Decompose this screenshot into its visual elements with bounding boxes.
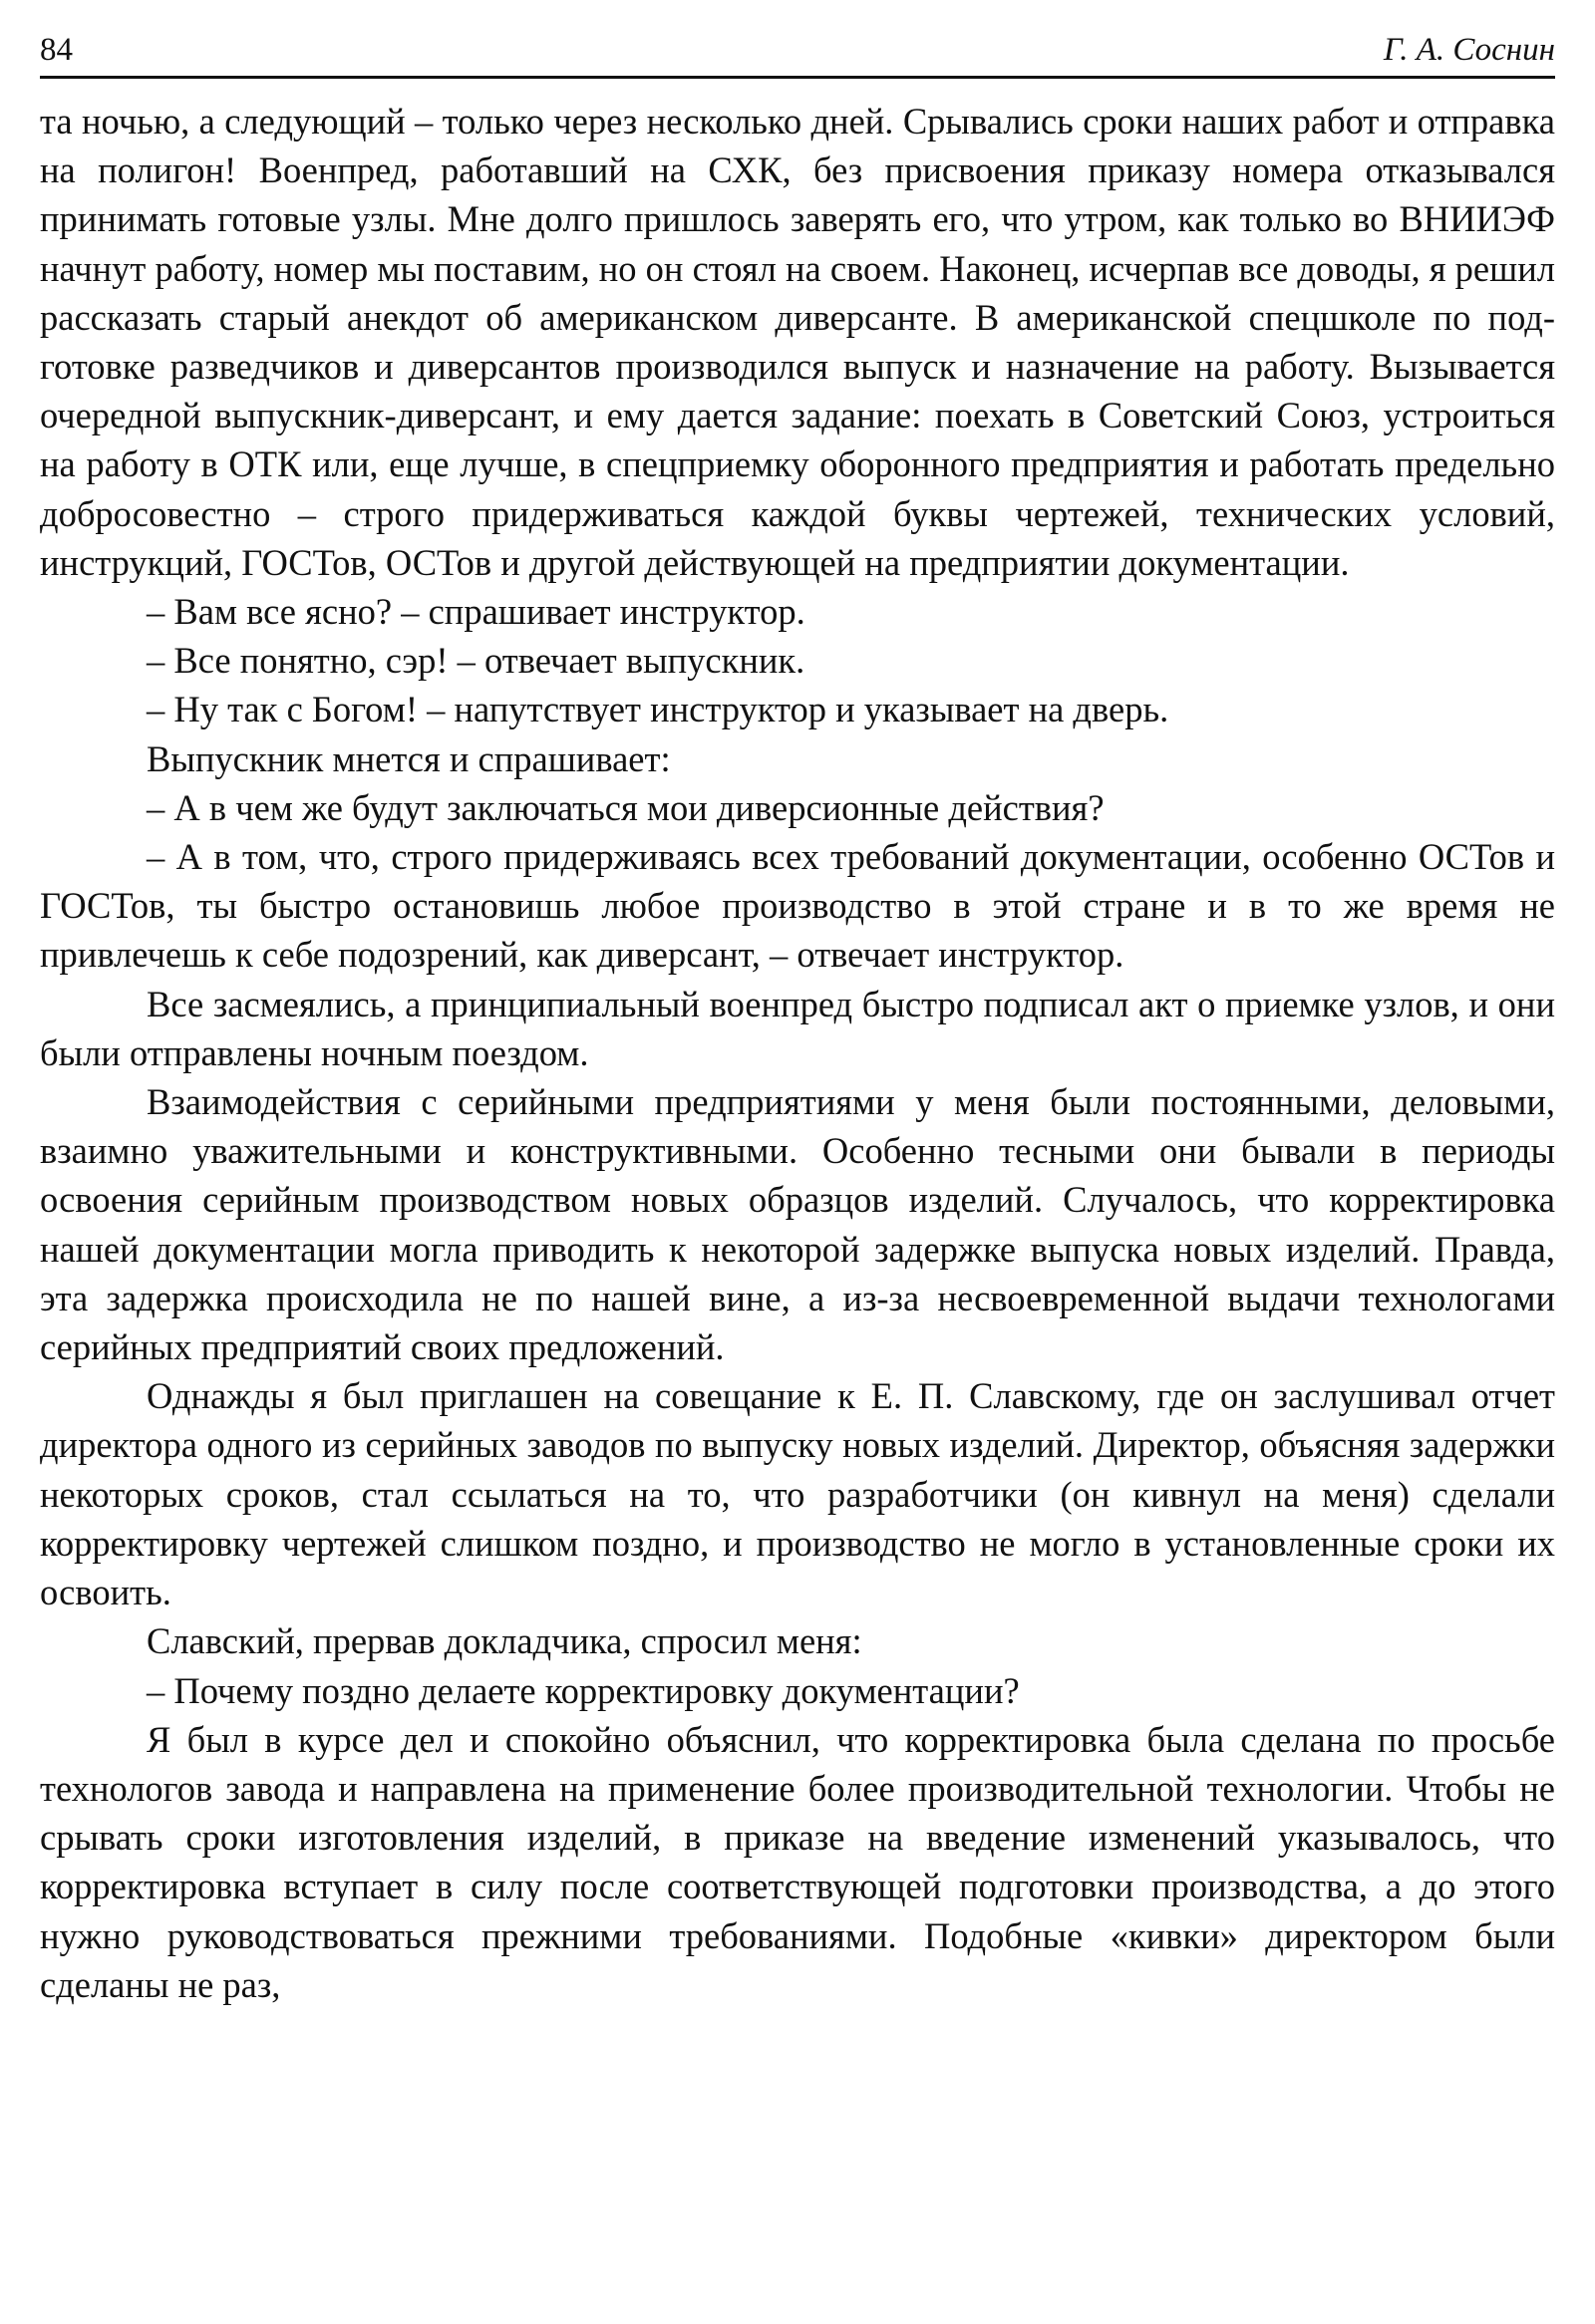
dialogue-line: – А в чем же будут заключаться мои диверсионные действия? (147, 786, 1105, 828)
paragraph: Выпускник мнется и спрашивает: (147, 737, 671, 779)
paragraph: та ночью, а следующий – только через несколько дней. Срывались сроки наших работ и отправка на полигон! Военпред, работавший на СХК, без присвоения приказу номера отказывался принимать готовые узлы. Мне долго пришлось заверять его, что утром, как только во ВНИИЭФ начнут работу, номер мы поставим, но он стоял на своем. Наконец, исчерпав все доводы, я решил рассказать старый анекдот об американском диверсанте. В американской спецшколе по подготовке разведчиков и диверсантов производился выпуск и назначение на работу. Вызывается очередной выпускник-диверсант, и ему дается задание: поехать в Советский Союз, устроиться на работу в ОТК или, еще лучше, в спецприемку оборонного предприятия и работать предельно добросовестно – строго придерживаться каждой буквы чертежей, технических условий, инструкций, ГОСТов, ОСТов и другой действующей на предприятии документации. (40, 101, 1555, 583)
paragraph: Все засмеялись, а принципиальный военпред быстро подписал акт о приемке узлов, и они были отправлены ночным поездом. (40, 983, 1555, 1073)
page-number: 84 (40, 32, 73, 68)
dialogue-line: – Все понятно, сэр! – отвечает выпускник. (147, 640, 805, 682)
dialogue-line: – Ну так с Богом! – напутствует инструктор и указывает на дверь. (147, 689, 1169, 730)
running-header (40, 26, 1555, 79)
paragraph: Славский, прервав докладчика, спросил меня: (147, 1620, 862, 1662)
book-page (40, 26, 1555, 2308)
dialogue-line: – А в том, что, строго придерживаясь всех требований документации, особенно ОСТов и ГОСТов, ты быстро остановишь любое производство в этой стране и в то же время не привлечешь к себе подозрений, как диверсант, – отвечает инструктор. (40, 836, 1555, 976)
dialogue-line: – Почему поздно делаете корректировку документации? (147, 1669, 1020, 1711)
paragraph: Я был в курсе дел и спокойно объяснил, что корректировка была сделана по просьбе технологов завода и направлена на применение более производительной технологии. Чтобы не срывать сроки изготовления изделий, в приказе на введение изменений указывалось, что корректировка вступает в силу после соответствующей подготовки производства, а до этого нужно руководствоваться прежними требованиями. Подобные «кивки» директором были сделаны не раз, (40, 1718, 1555, 2005)
running-head-author: Г. А. Соснин (1383, 32, 1555, 68)
paragraph: Однажды я был приглашен на совещание к Е. П. Славскому, где он заслушивал отчет директора одного из серийных заводов по выпуску новых изделий. Директор, объясняя задержки некоторых сроков, стал ссылаться на то, что разработчики (он кивнул на меня) сделали корректировку чертежей слишком поздно, и производство не могло в установленные сроки их освоить. (40, 1375, 1555, 1613)
paragraph: Взаимодействия с серийными предприятиями у меня были постоянными, деловыми, взаимно уважительными и конструктивными. Особенно тесными они бывали в периоды освоения серийным производством новых образцов изделий. Случалось, что корректировка нашей документации могла приводить к некоторой задержке выпуска новых изделий. Правда, эта задержка происходила не по нашей вине, а из-за несвоевременной выдачи технологами серийных предприятий своих предложений. (40, 1081, 1555, 1368)
dialogue-line: – Вам все ясно? – спрашивает инструктор. (147, 591, 805, 633)
page-body (40, 97, 1555, 2009)
